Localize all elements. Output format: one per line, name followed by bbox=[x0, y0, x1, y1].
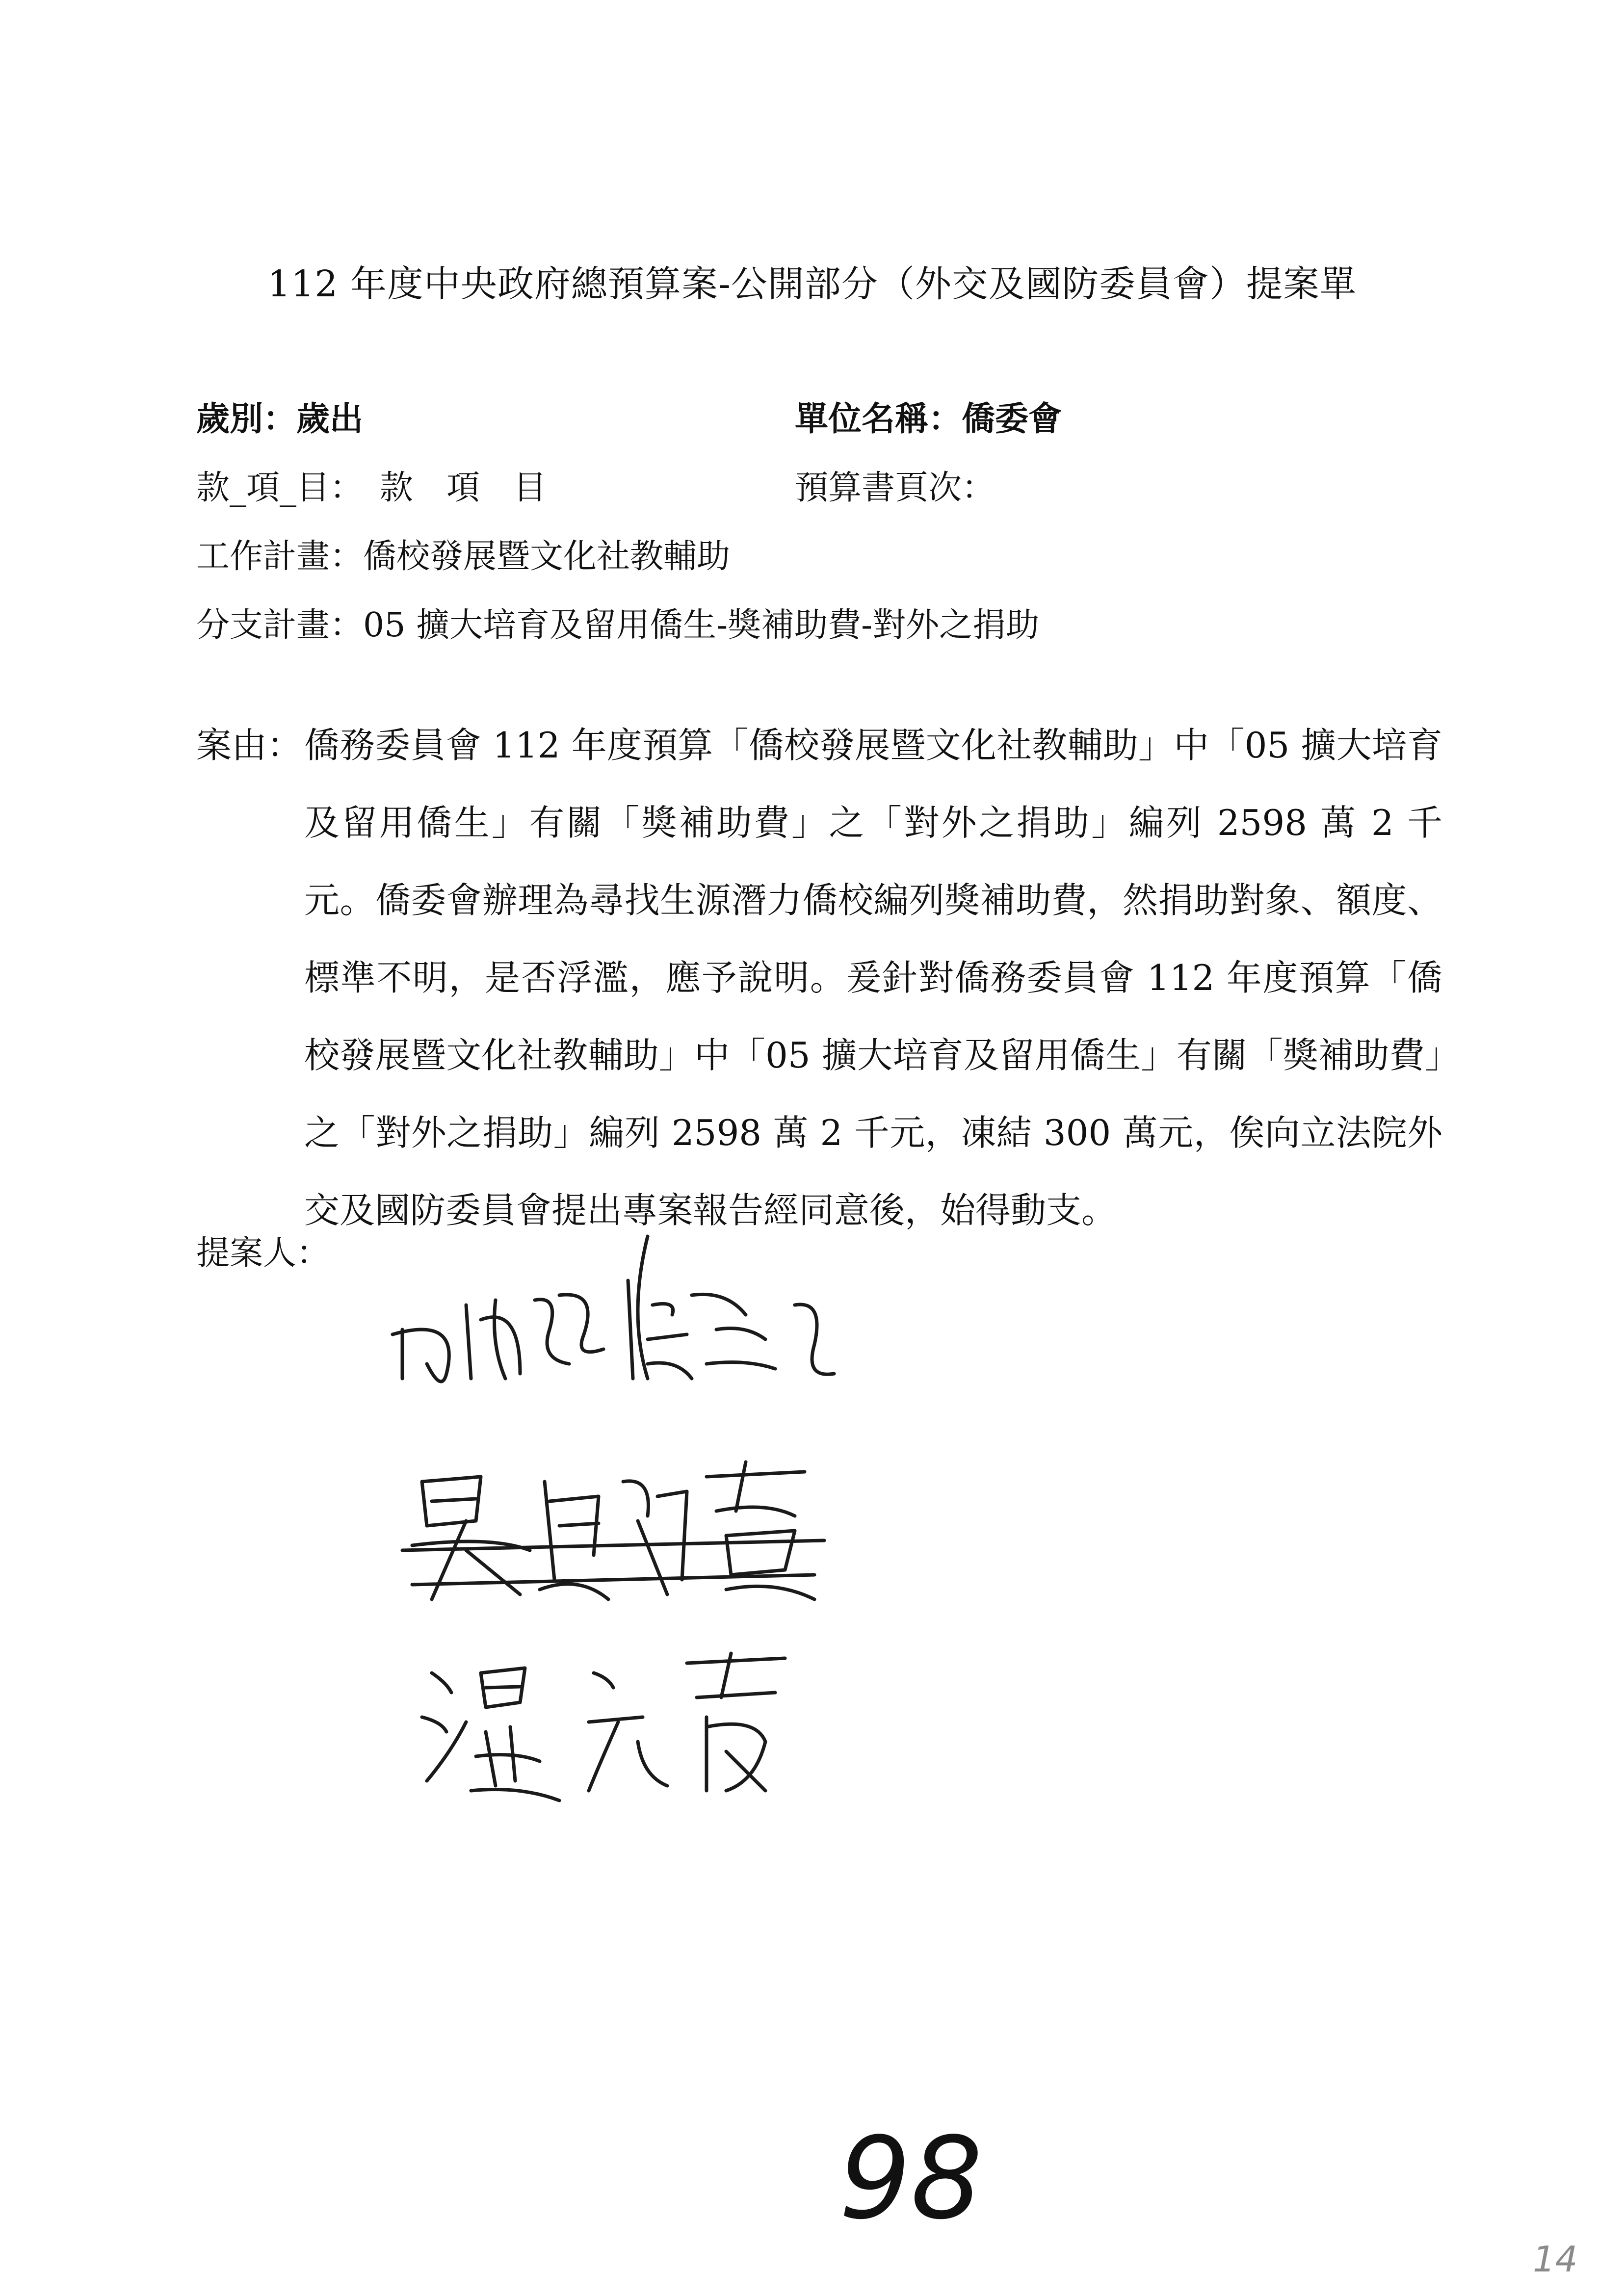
sub-plan-field: 分支計畫：05 擴大培育及留用僑生-獎補助費-對外之捐助 bbox=[196, 606, 1040, 645]
reason-block bbox=[196, 706, 1442, 1249]
document-title: 112 年度中央政府總預算案-公開部分（外交及國防委員會）提案單 bbox=[267, 263, 1357, 305]
reason-text: 僑務委員會 112 年度預算「僑校發展暨文化社教輔助」中「05 擴大培育及留用僑生」有關「獎補助費」之「對外之捐助」編列 2598 萬 2 千元。僑委會辦理為尋找生源潛力僑校編列獎補助費，然捐助對象、額度、標準不明，是否浮濫，應予說明。爰針對僑務委員會 112 年度預算「僑校發展暨文化社教輔助」中「05 擴大培育及留用僑生」有關「獎補助費」之「對外之捐助」編列 2598 萬 2 千元，凍結 300 萬元，俟向立法院外交及國防委員會提出專案報告經同意後，始得動支。 bbox=[304, 725, 1442, 1231]
budget-page-field: 預算書頁次： bbox=[795, 469, 995, 507]
work-plan-field: 工作計畫：僑校發展暨文化社教輔助 bbox=[196, 537, 731, 576]
sheet-number-text: 14 bbox=[1533, 2239, 1578, 2280]
category-field: 歲別：歲出 bbox=[196, 399, 364, 439]
page-number bbox=[834, 2113, 983, 2244]
proposer-label: 提案人： bbox=[196, 1234, 330, 1273]
handwritten-signature-3 bbox=[412, 1644, 814, 1815]
page-number-text: 98 bbox=[839, 2113, 983, 2244]
unit-field: 單位名稱：僑委會 bbox=[795, 399, 1062, 439]
reason-label: 案由： bbox=[196, 725, 303, 766]
handwritten-signature-1 bbox=[373, 1217, 854, 1452]
sheet-number bbox=[1531, 2237, 1590, 2281]
item-field: 款_項_目： 款 項 目 bbox=[196, 469, 547, 507]
handwritten-signature-2 bbox=[393, 1452, 834, 1614]
